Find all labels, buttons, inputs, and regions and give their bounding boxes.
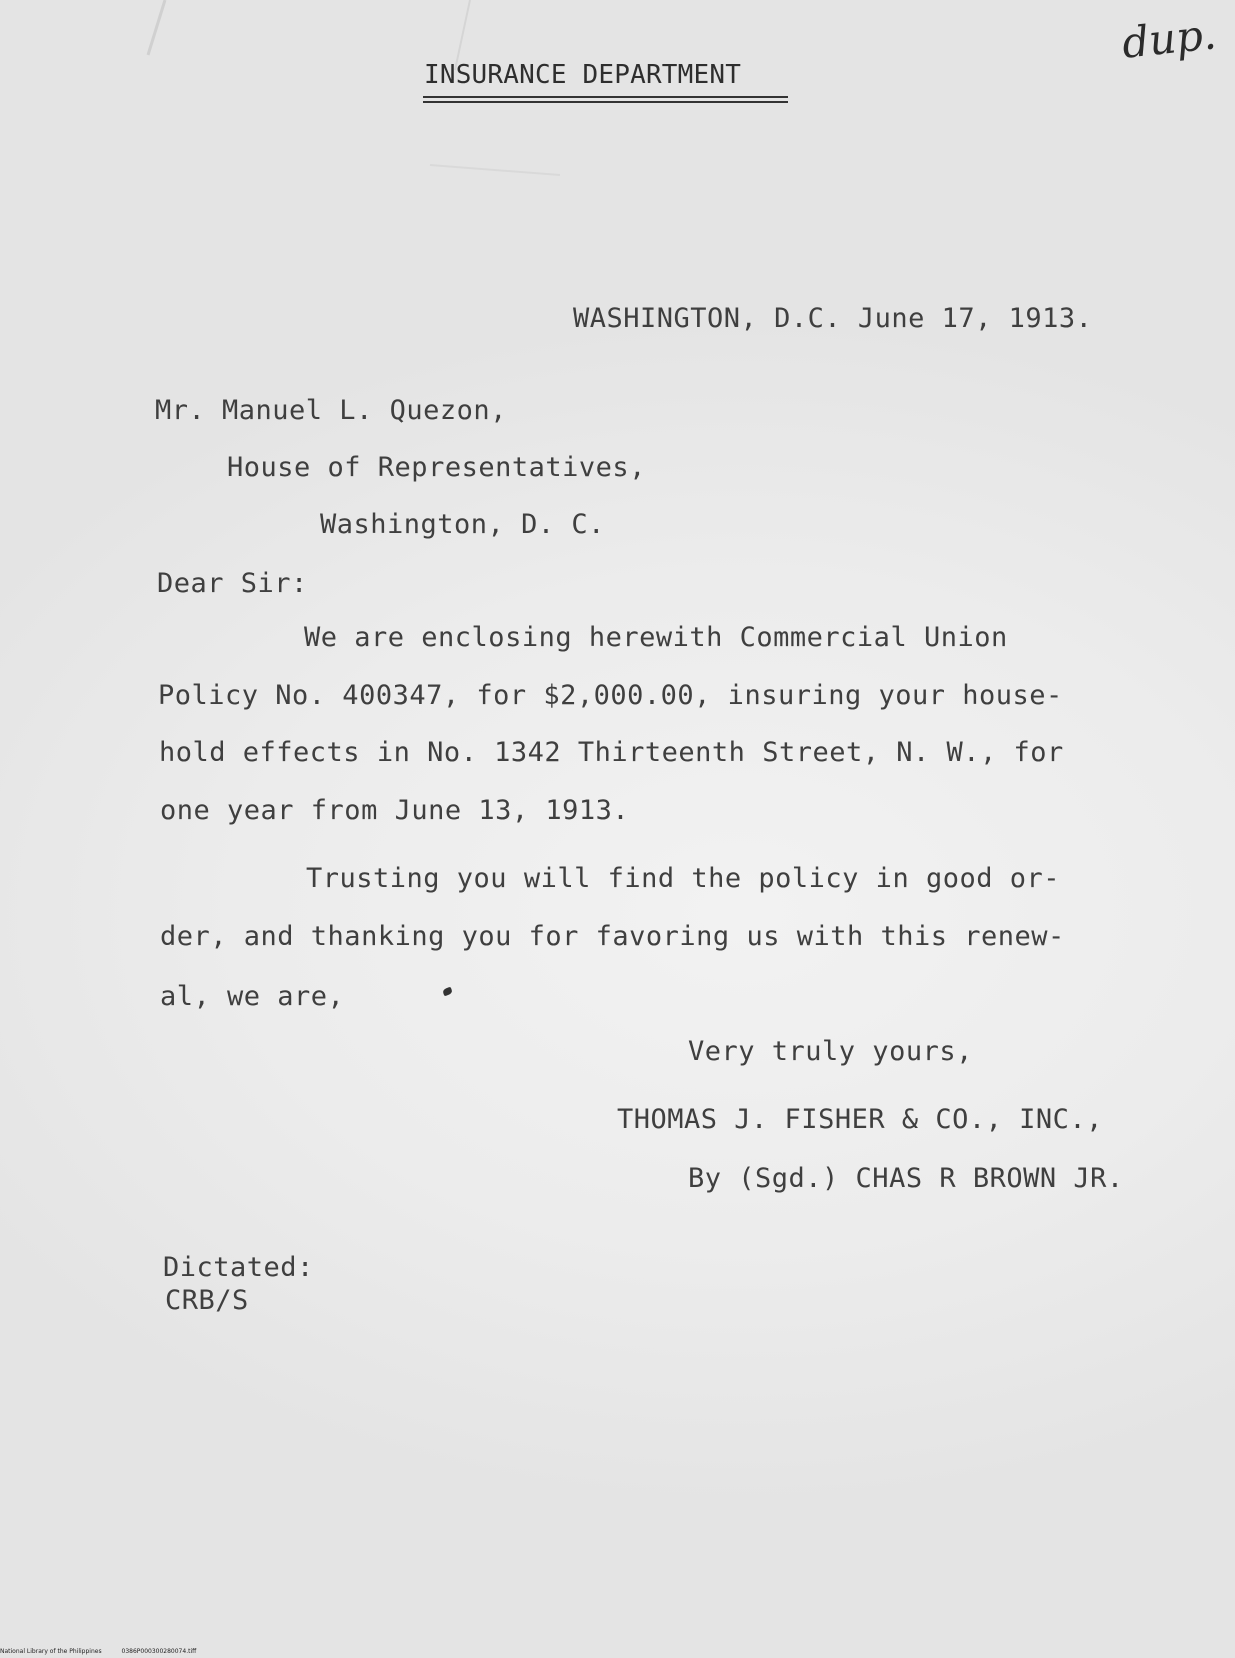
recipient-office: House of Representatives, bbox=[227, 452, 646, 483]
heading-underline-double bbox=[423, 101, 788, 103]
department-heading: INSURANCE DEPARTMENT bbox=[424, 60, 742, 90]
ink-mark bbox=[442, 987, 453, 997]
paragraph1-line1: We are enclosing herewith Commercial Union bbox=[304, 622, 1008, 653]
dictated-label: Dictated: bbox=[163, 1252, 314, 1283]
recipient-city: Washington, D. C. bbox=[320, 509, 605, 540]
closing: Very truly yours, bbox=[688, 1036, 973, 1067]
paragraph1-line3: hold effects in No. 1342 Thirteenth Street, N. W., for bbox=[159, 737, 1064, 768]
paragraph1-line2: Policy No. 400347, for $2,000.00, insuring your house- bbox=[158, 680, 1063, 711]
signature-line: By (Sgd.) CHAS R BROWN JR. bbox=[688, 1163, 1124, 1194]
footer-file: 0386P000300280074.tiff bbox=[121, 1648, 197, 1655]
handwritten-annotation: dup. bbox=[1119, 9, 1219, 68]
paragraph1-line4: one year from June 13, 1913. bbox=[160, 795, 630, 826]
footer-library: National Library of the Philippines bbox=[0, 1648, 102, 1655]
paragraph2-line1: Trusting you will find the policy in good or- bbox=[306, 863, 1060, 894]
company-name: THOMAS J. FISHER & CO., INC., bbox=[617, 1104, 1103, 1135]
recipient-name: Mr. Manuel L. Quezon, bbox=[155, 395, 507, 426]
scan-footer bbox=[0, 1648, 214, 1655]
paragraph2-line2: der, and thanking you for favoring us with this renew- bbox=[160, 921, 1065, 952]
date-line: WASHINGTON, D.C. June 17, 1913. bbox=[573, 303, 1093, 334]
salutation: Dear Sir: bbox=[157, 568, 308, 599]
dictated-initials: CRB/S bbox=[165, 1285, 249, 1316]
heading-underline bbox=[423, 96, 788, 98]
paragraph2-line3: al, we are, bbox=[160, 981, 345, 1012]
